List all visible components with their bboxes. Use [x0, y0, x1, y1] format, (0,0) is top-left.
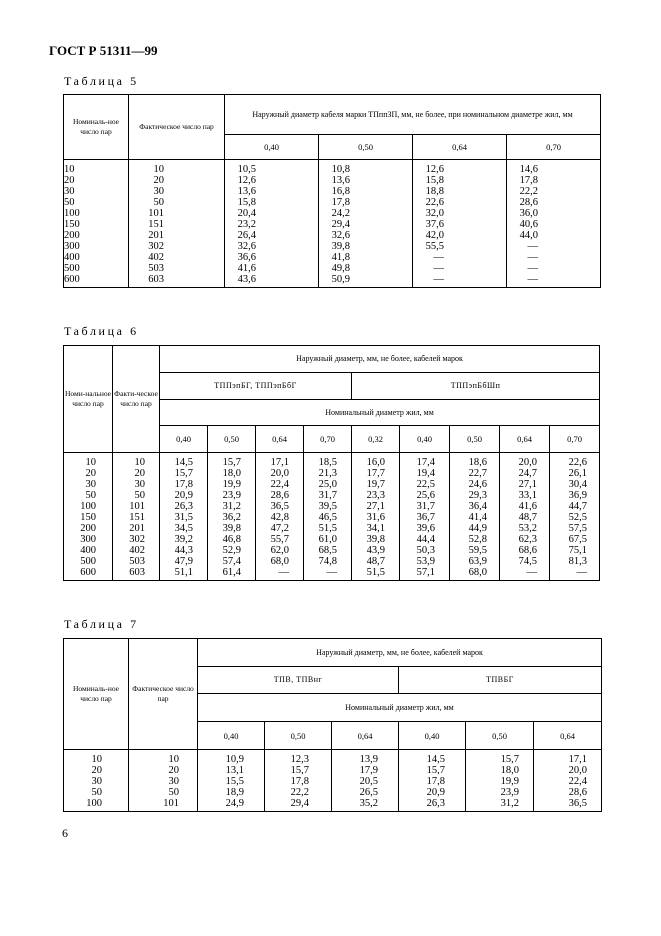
column-header-core: Номинальный диаметр жил, мм: [160, 400, 600, 426]
core-diameter-header: 0,70: [304, 426, 352, 453]
table-cell: 603: [129, 274, 225, 288]
table-cell: 402: [129, 252, 225, 263]
table-cell: —: [256, 567, 304, 581]
table-cell: 48,7: [500, 512, 550, 523]
column-group-a: ТПВ, ТПВнг: [198, 667, 399, 694]
table-cell: 43,6: [225, 274, 319, 288]
table-cell: 31,6: [352, 512, 400, 523]
table-cell: 17,4: [400, 453, 450, 469]
table-cell: 300: [64, 241, 129, 252]
table-cell: 150: [64, 219, 129, 230]
table-cell: 20,9: [399, 787, 466, 798]
table-cell: 10: [64, 160, 129, 176]
table-cell: 30: [64, 479, 113, 490]
table-cell: 44,0: [507, 230, 601, 241]
table-row: [64, 556, 600, 567]
core-diameter-header: 0,64: [256, 426, 304, 453]
table-cell: 503: [113, 556, 160, 567]
table-cell: 42,0: [413, 230, 507, 241]
table-cell: 36,0: [507, 208, 601, 219]
table-cell: 30: [113, 479, 160, 490]
table-cell: 28,6: [507, 197, 601, 208]
table-cell: 51,1: [160, 567, 208, 581]
table-row: [64, 479, 600, 490]
table-cell: 18,5: [304, 453, 352, 469]
table-cell: 50: [64, 490, 113, 501]
table-cell: 30: [64, 776, 129, 787]
table-cell: 402: [113, 545, 160, 556]
table-cell: 31,2: [208, 501, 256, 512]
column-header-nominal: Номиналь-ное число пар: [64, 639, 129, 750]
table-row: [64, 453, 600, 469]
table-cell: 302: [113, 534, 160, 545]
table-cell: 26,3: [399, 798, 466, 812]
table-cell: 50,9: [319, 274, 413, 288]
table-cell: 18,9: [198, 787, 265, 798]
table-cell: 68,0: [450, 567, 500, 581]
table-cell: 50: [64, 197, 129, 208]
table-6-body: [64, 453, 600, 581]
table-cell: 41,6: [225, 263, 319, 274]
table-cell: 17,1: [534, 750, 602, 766]
table-row: [64, 468, 600, 479]
table-cell: 18,6: [450, 453, 500, 469]
table-row: [64, 501, 600, 512]
table-cell: —: [304, 567, 352, 581]
column-header-actual: Фактическое число пар: [129, 639, 198, 750]
table-cell: 15,7: [265, 765, 332, 776]
table-cell: 63,9: [450, 556, 500, 567]
table-cell: 67,5: [550, 534, 600, 545]
table-cell: 20,4: [225, 208, 319, 219]
table-cell: 25,0: [304, 479, 352, 490]
table-cell: 39,5: [304, 501, 352, 512]
table-row: [64, 241, 601, 252]
table-cell: 400: [64, 545, 113, 556]
table-cell: 13,6: [319, 175, 413, 186]
table-cell: 22,4: [256, 479, 304, 490]
table-cell: 50,3: [400, 545, 450, 556]
table-cell: 24,9: [198, 798, 265, 812]
table-cell: 30,4: [550, 479, 600, 490]
table-cell: 19,7: [352, 479, 400, 490]
table-7-body: [64, 750, 602, 812]
table-cell: 10: [64, 750, 129, 766]
table-row: [64, 160, 601, 176]
table-cell: 16,0: [352, 453, 400, 469]
table-cell: 22,7: [450, 468, 500, 479]
table-cell: 503: [129, 263, 225, 274]
table-cell: 36,7: [400, 512, 450, 523]
table-cell: 61,0: [304, 534, 352, 545]
table-row: [64, 175, 601, 186]
column-header-nominal: Номиналь-ное число пар: [64, 95, 129, 160]
table-cell: 20: [64, 765, 129, 776]
table-cell: 26,3: [160, 501, 208, 512]
table-6-caption: Таблица 6: [64, 324, 139, 338]
table-row: [64, 230, 601, 241]
table-cell: 39,8: [352, 534, 400, 545]
table-cell: 20: [129, 175, 225, 186]
table-cell: 603: [113, 567, 160, 581]
table-row: [64, 490, 600, 501]
table-cell: 44,4: [400, 534, 450, 545]
column-header-nominal: Номи-нальное число пар: [64, 346, 113, 453]
table-row: [64, 263, 601, 274]
table-row: [64, 534, 600, 545]
table-cell: 22,6: [550, 453, 600, 469]
table-cell: 17,8: [160, 479, 208, 490]
table-cell: 36,9: [550, 490, 600, 501]
table-cell: 61,4: [208, 567, 256, 581]
table-cell: 201: [113, 523, 160, 534]
table-cell: 62,0: [256, 545, 304, 556]
table-cell: 41,6: [500, 501, 550, 512]
table-cell: 12,6: [413, 160, 507, 176]
table-cell: 26,1: [550, 468, 600, 479]
core-diameter-header: 0,40: [198, 722, 265, 750]
table-cell: 15,8: [413, 175, 507, 186]
table-cell: 43,9: [352, 545, 400, 556]
table-cell: —: [413, 274, 507, 288]
table-cell: —: [507, 241, 601, 252]
document-header: ГОСТ Р 51311—99: [49, 43, 158, 58]
core-diameter-header: 0,40: [399, 722, 466, 750]
table-7-caption: Таблица 7: [64, 617, 139, 631]
table-cell: 20,0: [500, 453, 550, 469]
table-cell: 40,6: [507, 219, 601, 230]
table-cell: 23,3: [352, 490, 400, 501]
table-cell: 14,6: [507, 160, 601, 176]
table-cell: 52,9: [208, 545, 256, 556]
table-cell: 39,8: [208, 523, 256, 534]
table-cell: 15,8: [225, 197, 319, 208]
core-diameter-header: 0,50: [319, 135, 413, 160]
table-cell: 22,5: [400, 479, 450, 490]
core-diameter-header: 0,70: [507, 135, 601, 160]
table-cell: —: [413, 252, 507, 263]
table-cell: 20,0: [534, 765, 602, 776]
table-cell: 39,2: [160, 534, 208, 545]
table-cell: 18,0: [208, 468, 256, 479]
table-cell: 68,6: [500, 545, 550, 556]
table-cell: 44,9: [450, 523, 500, 534]
table-cell: 48,7: [352, 556, 400, 567]
table-cell: 32,0: [413, 208, 507, 219]
core-diameter-header: 0,40: [225, 135, 319, 160]
table-cell: 44,3: [160, 545, 208, 556]
table-cell: 36,4: [450, 501, 500, 512]
core-diameter-header: 0,50: [265, 722, 332, 750]
table-cell: 44,7: [550, 501, 600, 512]
table-cell: 200: [64, 230, 129, 241]
table-cell: 31,5: [160, 512, 208, 523]
table-cell: 14,5: [399, 750, 466, 766]
table-cell: 20: [64, 175, 129, 186]
table-cell: 27,1: [500, 479, 550, 490]
table-cell: 12,3: [265, 750, 332, 766]
table-cell: 49,8: [319, 263, 413, 274]
table-cell: 15,7: [208, 453, 256, 469]
table-cell: 18,0: [466, 765, 534, 776]
table-cell: 68,0: [256, 556, 304, 567]
table-cell: 41,8: [319, 252, 413, 263]
table-cell: 52,5: [550, 512, 600, 523]
table-cell: 15,7: [399, 765, 466, 776]
table-row: [64, 274, 601, 288]
table-cell: 20: [113, 468, 160, 479]
table-cell: 41,4: [450, 512, 500, 523]
column-header-core: Номинальный диаметр жил, мм: [198, 694, 602, 722]
table-cell: 10,9: [198, 750, 265, 766]
table-cell: —: [507, 263, 601, 274]
table-cell: 13,6: [225, 186, 319, 197]
table-cell: 53,9: [400, 556, 450, 567]
table-cell: 74,8: [304, 556, 352, 567]
table-row: [64, 798, 602, 812]
table-cell: 62,3: [500, 534, 550, 545]
table-row: [64, 219, 601, 230]
table-row: [64, 787, 602, 798]
table-cell: 15,7: [466, 750, 534, 766]
table-cell: 19,9: [208, 479, 256, 490]
table-cell: 14,5: [160, 453, 208, 469]
table-cell: 36,5: [534, 798, 602, 812]
table-cell: 68,5: [304, 545, 352, 556]
table-cell: 23,9: [466, 787, 534, 798]
core-diameter-header: 0,50: [208, 426, 256, 453]
table-7: [63, 638, 602, 812]
table-cell: 13,1: [198, 765, 265, 776]
table-cell: 101: [113, 501, 160, 512]
table-cell: 39,8: [319, 241, 413, 252]
table-cell: 34,5: [160, 523, 208, 534]
table-cell: 31,7: [304, 490, 352, 501]
table-cell: 20,5: [332, 776, 399, 787]
table-row: [64, 545, 600, 556]
table-cell: 42,8: [256, 512, 304, 523]
table-cell: 50: [113, 490, 160, 501]
core-diameter-header: 0,40: [400, 426, 450, 453]
table-cell: 300: [64, 534, 113, 545]
table-cell: 55,5: [413, 241, 507, 252]
table-cell: 201: [129, 230, 225, 241]
core-diameter-header: 0,40: [160, 426, 208, 453]
table-cell: 50: [129, 787, 198, 798]
table-cell: 16,8: [319, 186, 413, 197]
table-cell: 50: [64, 787, 129, 798]
table-cell: 47,9: [160, 556, 208, 567]
table-row: [64, 252, 601, 263]
table-cell: 36,2: [208, 512, 256, 523]
table-cell: 30: [64, 186, 129, 197]
table-cell: 200: [64, 523, 113, 534]
table-cell: —: [413, 263, 507, 274]
table-cell: 36,5: [256, 501, 304, 512]
table-cell: 20,0: [256, 468, 304, 479]
table-cell: 36,6: [225, 252, 319, 263]
table-cell: 17,8: [265, 776, 332, 787]
table-cell: 24,2: [319, 208, 413, 219]
table-cell: 31,7: [400, 501, 450, 512]
table-cell: 17,1: [256, 453, 304, 469]
table-cell: 150: [64, 512, 113, 523]
table-row: [64, 567, 600, 581]
table-cell: 35,2: [332, 798, 399, 812]
table-cell: 23,2: [225, 219, 319, 230]
table-cell: 55,7: [256, 534, 304, 545]
table-cell: 23,9: [208, 490, 256, 501]
core-diameter-header: 0,70: [550, 426, 600, 453]
table-cell: —: [500, 567, 550, 581]
table-cell: —: [507, 252, 601, 263]
table-cell: 20: [64, 468, 113, 479]
table-cell: 100: [64, 208, 129, 219]
table-cell: 100: [64, 501, 113, 512]
table-row: [64, 208, 601, 219]
table-5-caption: Таблица 5: [64, 74, 139, 88]
table-cell: 15,7: [160, 468, 208, 479]
table-cell: 22,2: [507, 186, 601, 197]
table-cell: 10: [113, 453, 160, 469]
table-cell: 101: [129, 798, 198, 812]
table-cell: 28,6: [256, 490, 304, 501]
table-cell: 10: [129, 160, 225, 176]
table-cell: 302: [129, 241, 225, 252]
table-cell: 10,8: [319, 160, 413, 176]
table-row: [64, 186, 601, 197]
column-header-actual: Факти-ческое число пар: [113, 346, 160, 453]
table-cell: 30: [129, 776, 198, 787]
table-row: [64, 765, 602, 776]
table-cell: 29,3: [450, 490, 500, 501]
table-row: [64, 776, 602, 787]
table-cell: 22,6: [413, 197, 507, 208]
column-group-a: ТППэпБГ, ТППэпБбГ: [160, 373, 352, 400]
table-cell: 19,9: [466, 776, 534, 787]
table-row: [64, 512, 600, 523]
table-cell: 400: [64, 252, 129, 263]
table-cell: 101: [129, 208, 225, 219]
table-cell: 17,8: [399, 776, 466, 787]
table-cell: 28,6: [534, 787, 602, 798]
table-cell: 100: [64, 798, 129, 812]
core-diameter-header: 0,64: [413, 135, 507, 160]
table-cell: 29,4: [319, 219, 413, 230]
table-cell: 15,5: [198, 776, 265, 787]
core-diameter-header: 0,64: [534, 722, 602, 750]
table-cell: 47,2: [256, 523, 304, 534]
table-cell: 31,2: [466, 798, 534, 812]
column-group-b: ТППэпБбШп: [352, 373, 600, 400]
table-cell: 21,3: [304, 468, 352, 479]
column-header-diameter: Наружный диаметр кабеля марки ТПппЗП, мм, не более, при номинальном диаметре жил, мм: [225, 95, 601, 135]
table-cell: 10: [129, 750, 198, 766]
table-cell: 19,4: [400, 468, 450, 479]
table-cell: 22,2: [265, 787, 332, 798]
table-cell: 12,6: [225, 175, 319, 186]
table-cell: 10,5: [225, 160, 319, 176]
table-5: [63, 94, 601, 288]
page-number: 6: [62, 826, 68, 840]
table-cell: 46,8: [208, 534, 256, 545]
table-cell: 10: [64, 453, 113, 469]
table-cell: 13,9: [332, 750, 399, 766]
table-cell: 51,5: [304, 523, 352, 534]
table-cell: 600: [64, 274, 129, 288]
table-cell: 37,6: [413, 219, 507, 230]
column-header-diameter: Наружный диаметр, мм, не более, кабелей марок: [160, 346, 600, 373]
table-cell: 25,6: [400, 490, 450, 501]
table-cell: 151: [129, 219, 225, 230]
column-header-actual: Фактическое число пар: [129, 95, 225, 160]
core-diameter-header: 0,32: [352, 426, 400, 453]
table-row: [64, 750, 602, 766]
table-cell: 57,5: [550, 523, 600, 534]
table-cell: 46,5: [304, 512, 352, 523]
table-cell: 18,8: [413, 186, 507, 197]
core-diameter-header: 0,50: [466, 722, 534, 750]
table-cell: 17,8: [319, 197, 413, 208]
table-cell: 53,2: [500, 523, 550, 534]
core-diameter-header: 0,64: [500, 426, 550, 453]
table-cell: 30: [129, 186, 225, 197]
table-cell: 75,1: [550, 545, 600, 556]
table-cell: 26,5: [332, 787, 399, 798]
table-cell: 17,8: [507, 175, 601, 186]
table-cell: —: [507, 274, 601, 288]
column-header-diameter: Наружный диаметр, мм, не более, кабелей марок: [198, 639, 602, 667]
core-diameter-header: 0,50: [450, 426, 500, 453]
table-cell: 151: [113, 512, 160, 523]
table-row: [64, 523, 600, 534]
table-cell: 33,1: [500, 490, 550, 501]
core-diameter-header: 0,64: [332, 722, 399, 750]
table-cell: 500: [64, 263, 129, 274]
table-cell: 34,1: [352, 523, 400, 534]
table-cell: 17,9: [332, 765, 399, 776]
column-group-b: ТПВБГ: [399, 667, 602, 694]
table-cell: —: [550, 567, 600, 581]
table-cell: 20,9: [160, 490, 208, 501]
table-cell: 74,5: [500, 556, 550, 567]
table-cell: 600: [64, 567, 113, 581]
table-cell: 57,1: [400, 567, 450, 581]
table-6: [63, 345, 600, 581]
table-cell: 24,7: [500, 468, 550, 479]
table-cell: 50: [129, 197, 225, 208]
table-cell: 24,6: [450, 479, 500, 490]
table-cell: 59,5: [450, 545, 500, 556]
table-cell: 32,6: [225, 241, 319, 252]
table-cell: 32,6: [319, 230, 413, 241]
table-row: [64, 197, 601, 208]
table-cell: 51,5: [352, 567, 400, 581]
table-cell: 17,7: [352, 468, 400, 479]
table-cell: 29,4: [265, 798, 332, 812]
table-cell: 57,4: [208, 556, 256, 567]
table-cell: 52,8: [450, 534, 500, 545]
table-5-body: [64, 160, 601, 288]
table-cell: 500: [64, 556, 113, 567]
table-cell: 39,6: [400, 523, 450, 534]
table-cell: 22,4: [534, 776, 602, 787]
table-cell: 20: [129, 765, 198, 776]
table-cell: 81,3: [550, 556, 600, 567]
table-cell: 26,4: [225, 230, 319, 241]
table-cell: 27,1: [352, 501, 400, 512]
